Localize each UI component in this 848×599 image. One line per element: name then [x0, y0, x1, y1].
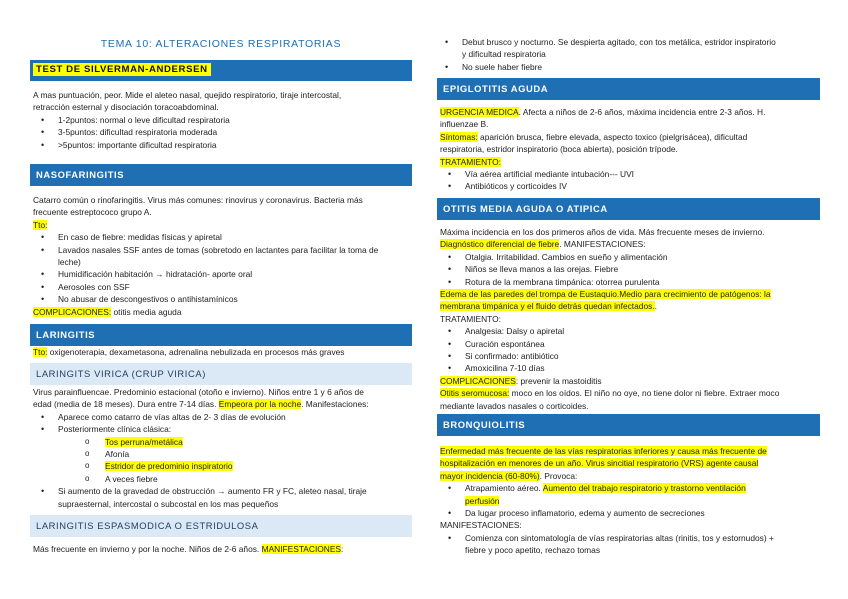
nasofaringitis-intro-line: frecuente estreptococo grupo A. — [33, 207, 152, 218]
list-item-text: Comienza con sintomatología de vías respiratorias altas (rinitis, tos y estornudos) + — [465, 532, 774, 543]
list-item — [440, 532, 820, 557]
bronquiolitis-highlight: hospitalización en menores de un año. Virus sincitial respiratorio (VRS) agente causal — [440, 458, 759, 469]
otitis-text: : prevenir la mastoiditis — [515, 375, 602, 386]
espasmodica-subheader: LARINGITIS ESPASMODICA O ESTRIDULOSA — [30, 515, 412, 537]
crup-text: . Manifestaciones: — [301, 399, 369, 410]
list-item: • Si confirmado: antibiótico — [440, 350, 820, 362]
silverman-header-bar — [30, 60, 412, 81]
crup-line — [33, 398, 413, 410]
laringitis-body — [33, 346, 411, 358]
list-item: • En caso de fiebre: medidas físicas y apiretal — [33, 231, 411, 243]
urgencia-label: URGENCIA MEDICA — [440, 107, 519, 117]
sub-list-item — [33, 460, 413, 472]
laringitis-header: LARINGITIS — [30, 324, 412, 346]
list-item: • Antibióticos y corticoides IV — [440, 180, 820, 192]
list-item: • Analgesia: Dalsy o apiretal — [440, 325, 820, 337]
list-item — [33, 485, 413, 510]
list-item: • Vía aérea artificial mediante intubación--- UVI — [440, 168, 820, 180]
espasmodica-body — [33, 543, 413, 555]
list-item-text: y dificultad respiratoria — [462, 49, 546, 60]
otitis-text: . MANIFESTACIONES: — [559, 239, 646, 250]
nasofaringitis-body — [33, 194, 411, 318]
manifestaciones-label: MANIFESTACIONES: — [440, 520, 522, 531]
sub-list-item: o Afonía — [33, 448, 413, 460]
bronquiolitis-manif-list — [440, 532, 820, 557]
list-item-text: Atrapamiento aéreo. — [465, 483, 543, 494]
otitis-text: . — [654, 301, 657, 312]
epiglotitis-text: influenzae B. — [440, 119, 489, 130]
crup-body — [33, 386, 413, 510]
espasmodica-text: Más frecuente en invierno y por la noche. Niños de 2-6 años. — [33, 544, 262, 554]
list-item — [33, 244, 411, 269]
otitis-body — [440, 226, 820, 412]
list-item — [437, 36, 820, 61]
tratamiento-label: TRATAMIENTO: — [440, 313, 501, 324]
otitis-treatment-list — [440, 325, 820, 375]
espasmodica-text: : — [341, 544, 344, 554]
otitis-highlight: Diagnóstico diferencial de fiebre — [440, 239, 560, 250]
sub-list-item-text: Tos perruna/metálica — [105, 436, 183, 447]
sub-list-item: o A veces fiebre — [33, 473, 413, 485]
silverman-intro-line: retracción esternal y disociación toracoabdominal. — [33, 102, 219, 113]
crup-text: edad (media de 18 meses). Dura entre 7-14 días. — [33, 399, 219, 410]
epiglotitis-text: aparición brusca, fiebre elevada, aspecto toxico (pielgrisácea), dificultad — [477, 131, 748, 142]
list-item: • Aparece como catarro de vías altas de 2- 3 días de evolución — [33, 411, 413, 423]
bronquiolitis-highlight: Enfermedad más frecuente de las vías respiratorias inferiores y causa más frecuente de — [440, 446, 767, 456]
otitis-highlight: Edema de las paredes del trompa de Eustaquio.Medio para crecimiento de patógenos: la — [440, 289, 771, 300]
silverman-intro-line: A mas puntuación, peor. Mide el aleteo nasal, quejido respiratorio, tiraje intercostal, — [33, 90, 342, 100]
espasmodica-highlight: MANIFESTACIONES — [261, 544, 342, 554]
otitis-text: Máxima incidencia en los dos primeros años de vida. Más frecuente meses de invierno. — [440, 227, 765, 237]
complicaciones-text: otitis media aguda — [111, 306, 182, 317]
espasmodica-list — [437, 36, 820, 73]
seromucosa-label: Otitis seromucosa: — [440, 388, 510, 399]
list-item-text: leche) — [58, 257, 81, 268]
silverman-intro — [33, 89, 411, 151]
epiglotitis-list — [440, 168, 820, 193]
page-title: TEMA 10: ALTERACIONES RESPIRATORIAS — [100, 38, 342, 50]
complicaciones-label: COMPLICACIONES: — [33, 306, 112, 317]
epiglotitis-header: EPIGLOTITIS AGUDA — [437, 78, 820, 100]
bronquiolitis-highlight: perfusión — [465, 495, 500, 506]
nasofaringitis-list — [33, 231, 411, 305]
complicaciones-label: COMPLICACIONES — [440, 375, 516, 386]
tto-label: Tto: — [33, 347, 48, 357]
otitis-text: mediante lavados nasales o corticoides. — [440, 400, 589, 411]
crup-list — [33, 411, 413, 510]
bronquiolitis-list — [440, 482, 820, 519]
sub-list-item — [33, 436, 413, 448]
sub-list-item-text: Estridor de predominio inspiratorio — [105, 461, 233, 472]
list-item: • Curación espontánea — [440, 338, 820, 350]
epiglotitis-text: . Afecta a niños de 2-6 años, máxima incidencia entre 2-3 años. H. — [518, 107, 766, 117]
tratamiento-label: TRATAMIENTO: — [440, 156, 501, 167]
list-item: • Posteriormente clínica clásica: — [33, 423, 413, 435]
bronquiolitis-highlight: mayor incidencia (60-80%) — [440, 470, 540, 481]
silverman-heading: TEST DE SILVERMAN-ANDERSEN — [33, 63, 211, 76]
tto-label: Tto: — [33, 219, 48, 230]
bronquiolitis-text: . Provoca: — [539, 470, 578, 481]
crup-highlight: Empeora por la noche — [218, 399, 302, 410]
epiglotitis-text: respiratoria, estridor inspiratorio (boca abierta), posición trípode. — [440, 144, 678, 155]
laringitis-tto-text: oxigenoterapia, dexametasona, adrenalina nebulizada en procesos más graves — [47, 347, 345, 357]
otitis-text: moco en los oídos. El niño no oye, no tiene dolor ni fiebre. Extraer moco — [509, 388, 780, 399]
nasofaringitis-header: NASOFARINGITIS — [30, 164, 412, 186]
bronquiolitis-body — [440, 445, 820, 557]
otitis-list — [440, 251, 820, 288]
epiglotitis-body — [440, 106, 820, 193]
espasmodica-continued — [437, 36, 820, 73]
list-item-text: supraesternal, intercostal o subcostal en los mas pequeños — [58, 498, 279, 509]
list-item: • Da lugar proceso inflamatorio, edema y aumento de secreciones — [440, 507, 820, 519]
bronquiolitis-highlight: Aumento del trabajo respiratorio y trastorno ventilación — [542, 483, 746, 494]
otitis-highlight: membrana timpánica y el fluido detrás quedan infectados. — [440, 301, 655, 312]
nasofaringitis-intro-line: Catarro común o rinofaringitis. Virus más comunes: rinovirus y coronavirus. Bacteria más — [33, 195, 363, 205]
crup-subheader: LARINGITS VIRICA (CRUP VIRICA) — [30, 363, 412, 385]
list-item — [440, 482, 820, 507]
list-item: • >5puntos: importante dificultad respiratoria — [33, 139, 411, 151]
list-item: • Niños se lleva manos a las orejas. Fiebre — [440, 263, 820, 275]
crup-line: Virus parainfluencae. Predominio estacional (otoño e invierno). Niños entre 1 y 6 años de — [33, 387, 364, 397]
list-item-text: Lavados nasales SSF antes de tomas (sobretodo en lactantes para facilitar la toma de — [58, 244, 379, 255]
list-item: • Aerosoles con SSF — [33, 281, 411, 293]
list-item: • Otalgia. Irritabilidad. Cambios en sueño y alimentación — [440, 251, 820, 263]
list-item: • 3-5puntos: dificultad respiratoria moderada — [33, 126, 411, 138]
silverman-list — [33, 114, 411, 151]
list-item: • No abusar de descongestivos o antihistamínicos — [33, 293, 411, 305]
otitis-header: OTITIS MEDIA AGUDA O ATIPICA — [437, 198, 820, 220]
list-item: • 1-2puntos: normal o leve dificultad respiratoria — [33, 114, 411, 126]
list-item-text: Si aumento de la gravedad de obstrucción → aumento FR y FC, aleteo nasal, tiraje — [58, 486, 367, 497]
sintomas-label: Síntomas: — [440, 131, 478, 142]
list-item-text: Debut brusco y nocturno. Se despierta agitado, con tos metálica, estridor inspiratorio — [462, 37, 776, 47]
list-item: • Humidificación habitación → hidratación- aporte oral — [33, 268, 411, 280]
list-item: • Amoxicilina 7-10 días — [440, 362, 820, 374]
list-item-text: fiebre y poco apetito, rechazo tomas — [465, 545, 601, 556]
list-item: • No suele haber fiebre — [437, 61, 820, 73]
bronquiolitis-header: BRONQUIOLITIS — [437, 414, 820, 436]
list-item: • Rotura de la membrana timpánica: otorrea purulenta — [440, 276, 820, 288]
